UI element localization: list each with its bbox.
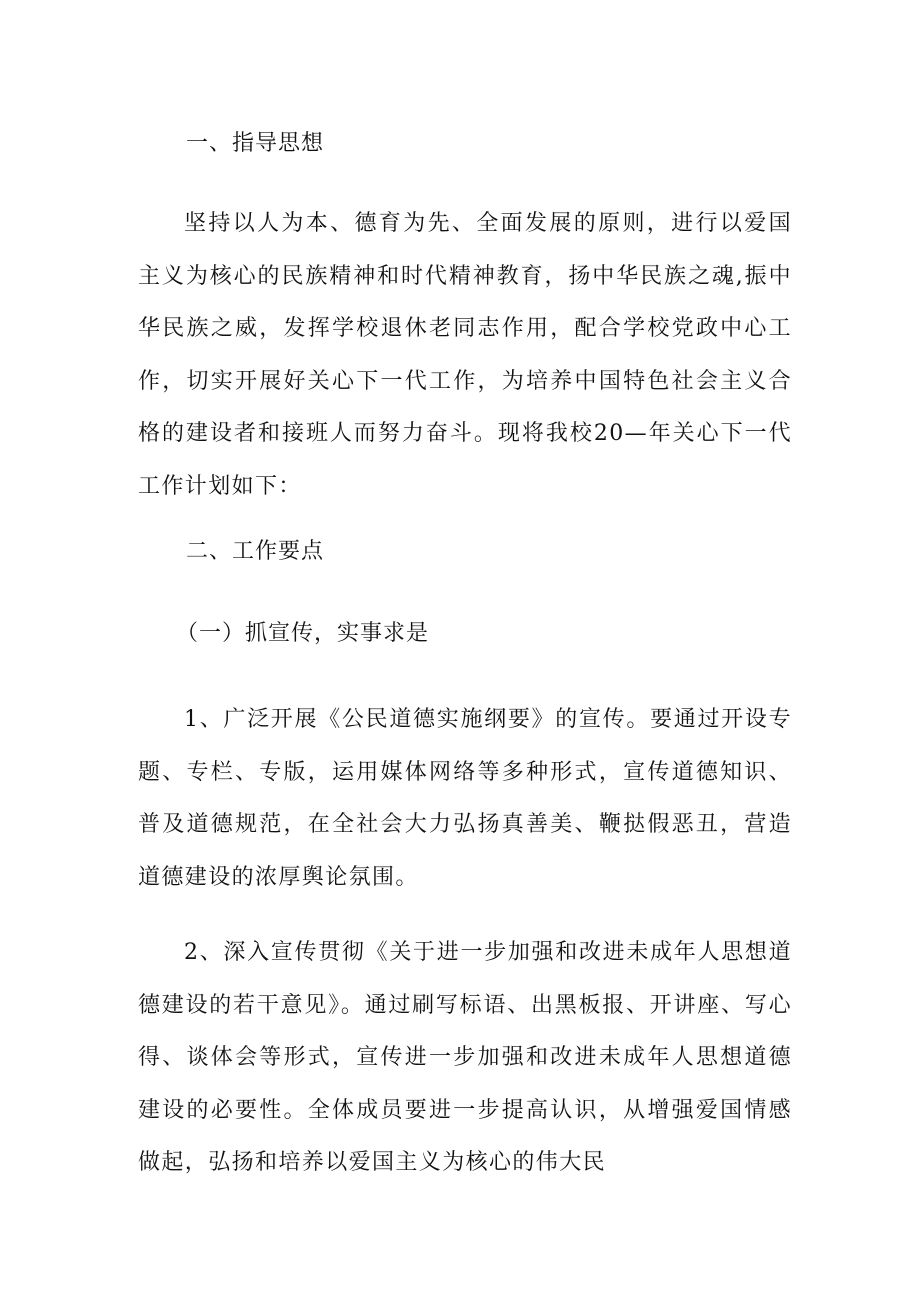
section-heading-work-points: 二、工作要点 — [186, 539, 325, 564]
subsection-heading-publicity: （一）抓宣传，实事求是 — [176, 621, 430, 646]
paragraph-item-2: 2、深入宣传贯彻《关于进一步加强和改进未成年人思想道德建设的若干意见》。通过刷写标语、出黑板报、开讲座、写心得、谈体会等形式，宣传进一步加强和改进未成年人思想道德建设的必要性。全体成员要进一步提高认识，从增强爱国情感做起，弘扬和培养以爱国主义为核心的伟大民 — [138, 940, 792, 1176]
paragraph-guiding-ideology: 坚持以人为本、德育为先、全面发展的原则，进行以爱国主义为核心的民族精神和时代精神教育，扬中华民族之魂,振中华民族之威，发挥学校退休老同志作用，配合学校党政中心工作，切实开展好关心下一代工作，为培养中国特色社会主义合格的建设者和接班人而努力奋斗。现将我校20—年关心下一代工作计划如下： — [138, 211, 792, 499]
section-heading-guiding-ideology: 一、指导思想 — [186, 131, 325, 156]
paragraph-item-1: 1、广泛开展《公民道德实施纲要》的宣传。要通过开设专题、专栏、专版，运用媒体网络等多种形式，宣传道德知识、普及道德规范，在全社会大力弘扬真善美、鞭挞假恶丑，营造道德建设的浓厚舆论氛围。 — [138, 707, 792, 890]
